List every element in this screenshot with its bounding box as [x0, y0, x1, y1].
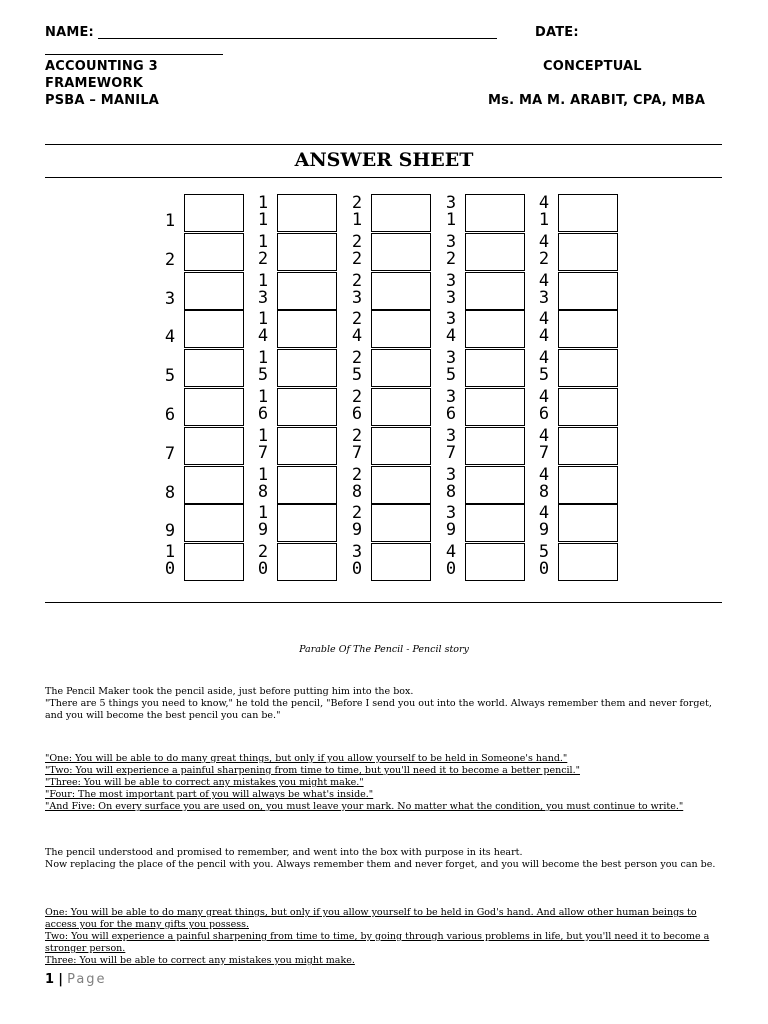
answer-box[interactable]	[277, 194, 337, 232]
answer-box[interactable]	[277, 466, 337, 504]
instructor-name: Ms. MA M. ARABIT, CPA, MBA	[488, 93, 706, 108]
question-number: 3 7	[445, 425, 457, 463]
story-rule: "And Five: On every surface you are used on, you must leave your mark. No matter what the condition, you must continue to write."	[45, 801, 684, 812]
answer-box[interactable]	[558, 233, 618, 271]
story-rule: One: You will be able to do many great things, but only if you allow yourself to be held in God's hand. And allow other human beings to access you for the many gifts you possess.	[45, 907, 697, 930]
question-number: 5 0	[538, 542, 550, 580]
answer-box[interactable]	[465, 310, 525, 348]
answer-box[interactable]	[184, 427, 244, 465]
answer-box[interactable]	[371, 349, 431, 387]
story-rule: "Two: You will experience a painful sharpening from time to time, but you'll need it to become a better pencil."	[45, 765, 580, 776]
question-number: 4 3	[538, 270, 550, 308]
answer-box[interactable]	[465, 194, 525, 232]
answer-box[interactable]	[184, 310, 244, 348]
course-title: ACCOUNTING 3	[45, 59, 158, 74]
answer-box[interactable]	[371, 194, 431, 232]
question-number: 3 1	[445, 193, 457, 230]
title-bottom-rule	[45, 177, 722, 178]
question-number: 4 2	[538, 231, 550, 269]
question-number: 4 9	[538, 503, 550, 541]
question-number: 4 6	[538, 387, 550, 424]
date-label: DATE:	[535, 25, 579, 40]
answer-box[interactable]	[184, 194, 244, 232]
answer-box[interactable]	[371, 310, 431, 348]
answer-box[interactable]	[277, 310, 337, 348]
story-paragraph: The Pencil Maker took the pencil aside, just before putting him into the box.	[45, 686, 414, 697]
name-label: NAME:	[45, 25, 94, 40]
story-intro	[45, 686, 725, 722]
story-paragraph: The pencil understood and promised to remember, and went into the box with purpose in its heart.	[45, 847, 523, 858]
answer-box[interactable]	[277, 272, 337, 310]
question-number: 2 0	[257, 542, 269, 580]
question-number: 4	[164, 327, 176, 348]
answer-box[interactable]	[558, 349, 618, 387]
answer-box[interactable]	[465, 504, 525, 542]
story-rule: "Four: The most important part of you will always be what's inside."	[45, 789, 374, 800]
question-number: 1 9	[257, 503, 269, 541]
title-top-rule	[45, 144, 722, 145]
question-number: 1 5	[257, 348, 269, 386]
question-number: 4 5	[538, 348, 550, 386]
question-number: 4 1	[538, 193, 550, 230]
answer-box[interactable]	[184, 349, 244, 387]
answer-box[interactable]	[277, 427, 337, 465]
answer-box[interactable]	[371, 504, 431, 542]
answer-box[interactable]	[371, 388, 431, 426]
story-paragraph: Now replacing the place of the pencil with you. Always remember them and never forget, and you will become the best person you can be.	[45, 859, 716, 870]
answer-box[interactable]	[558, 388, 618, 426]
answer-box[interactable]	[465, 543, 525, 581]
answer-box[interactable]	[465, 427, 525, 465]
question-number: 4 0	[445, 542, 457, 580]
question-number: 2	[164, 249, 176, 270]
question-number: 8	[164, 482, 176, 503]
answer-box[interactable]	[277, 543, 337, 581]
question-number: 1 8	[257, 464, 269, 502]
answer-box[interactable]	[184, 543, 244, 581]
story-rules	[45, 753, 725, 813]
story-caption: Parable Of The Pencil - Pencil story	[299, 644, 469, 655]
question-number: 2 2	[351, 231, 363, 269]
date-blank-line[interactable]	[45, 54, 223, 55]
question-number: 3 9	[445, 503, 457, 541]
answer-box[interactable]	[465, 349, 525, 387]
question-number: 3 6	[445, 387, 457, 424]
answer-box[interactable]	[465, 466, 525, 504]
question-number: 3	[164, 288, 176, 309]
question-number: 9	[164, 521, 176, 542]
answer-box[interactable]	[184, 272, 244, 310]
name-blank-line[interactable]	[98, 38, 497, 39]
school-name: PSBA – MANILA	[45, 93, 160, 108]
question-number: 2 7	[351, 425, 363, 463]
question-number: 2 5	[351, 348, 363, 386]
answer-box[interactable]	[371, 272, 431, 310]
story-rule: "One: You will be able to do many great things, but only if you allow yourself to be held in Someone's hand."	[45, 753, 568, 764]
answer-box[interactable]	[184, 466, 244, 504]
question-number: 1	[164, 211, 176, 231]
question-number: 1 6	[257, 387, 269, 424]
answer-box[interactable]	[277, 349, 337, 387]
question-number: 1 1	[257, 193, 269, 230]
grid-bottom-rule	[45, 602, 722, 603]
answer-box[interactable]	[184, 233, 244, 271]
question-number: 1 0	[164, 542, 176, 580]
question-number: 1 2	[257, 231, 269, 269]
question-number: 3 0	[351, 542, 363, 580]
page-number: 1	[45, 972, 55, 987]
question-number: 4 7	[538, 425, 550, 463]
question-number: 3 4	[445, 309, 457, 347]
question-number: 3 5	[445, 348, 457, 386]
question-number: 4 8	[538, 464, 550, 502]
question-number: 1 3	[257, 270, 269, 308]
answer-box[interactable]	[558, 194, 618, 232]
answer-box[interactable]	[558, 543, 618, 581]
answer-box[interactable]	[184, 388, 244, 426]
topic-title: CONCEPTUAL	[543, 59, 642, 74]
answer-box[interactable]	[371, 543, 431, 581]
page-separator: |	[58, 972, 63, 987]
answer-box[interactable]	[277, 388, 337, 426]
answer-box[interactable]	[371, 427, 431, 465]
question-number: 5	[164, 366, 176, 387]
page-label: Page	[67, 972, 107, 987]
question-number: 2 9	[351, 503, 363, 541]
question-number: 2 8	[351, 464, 363, 502]
question-number: 6	[164, 405, 176, 425]
answer-box[interactable]	[184, 504, 244, 542]
story-applied	[45, 907, 725, 967]
answer-box[interactable]	[465, 272, 525, 310]
question-number: 2 4	[351, 309, 363, 347]
question-number: 7	[164, 443, 176, 464]
question-number: 4 4	[538, 309, 550, 347]
question-number: 2 1	[351, 193, 363, 230]
answer-box[interactable]	[558, 310, 618, 348]
answer-box[interactable]	[558, 466, 618, 504]
answer-box[interactable]	[558, 272, 618, 310]
question-number: 3 2	[445, 231, 457, 269]
question-number: 2 6	[351, 387, 363, 424]
answer-box[interactable]	[558, 504, 618, 542]
story-rule: Two: You will experience a painful sharpening from time to time, by going through various problems in life, but you'll need it to become a stronger person.	[45, 931, 710, 954]
story-rule: Three: You will be able to correct any mistakes you might make.	[45, 955, 355, 966]
answer-box[interactable]	[371, 466, 431, 504]
question-number: 1 4	[257, 309, 269, 347]
question-number: 2 3	[351, 270, 363, 308]
answer-box[interactable]	[558, 427, 618, 465]
story-rule: "Three: You will be able to correct any mistakes you might make."	[45, 777, 364, 788]
answer-box[interactable]	[465, 388, 525, 426]
answer-sheet-title: ANSWER SHEET	[294, 149, 474, 171]
answer-box[interactable]	[465, 233, 525, 271]
answer-box[interactable]	[277, 504, 337, 542]
question-number: 1 7	[257, 425, 269, 463]
answer-box[interactable]	[277, 233, 337, 271]
topic-title-continued: FRAMEWORK	[45, 76, 144, 91]
question-number: 3 8	[445, 464, 457, 502]
question-number: 3 3	[445, 270, 457, 308]
story-paragraph: "There are 5 things you need to know," he told the pencil, "Before I send you out into the world. Always remember them and never forget, and you will become the best pencil you can be."	[45, 698, 712, 721]
answer-box[interactable]	[371, 233, 431, 271]
story-middle	[45, 847, 725, 871]
page-footer	[45, 972, 107, 987]
